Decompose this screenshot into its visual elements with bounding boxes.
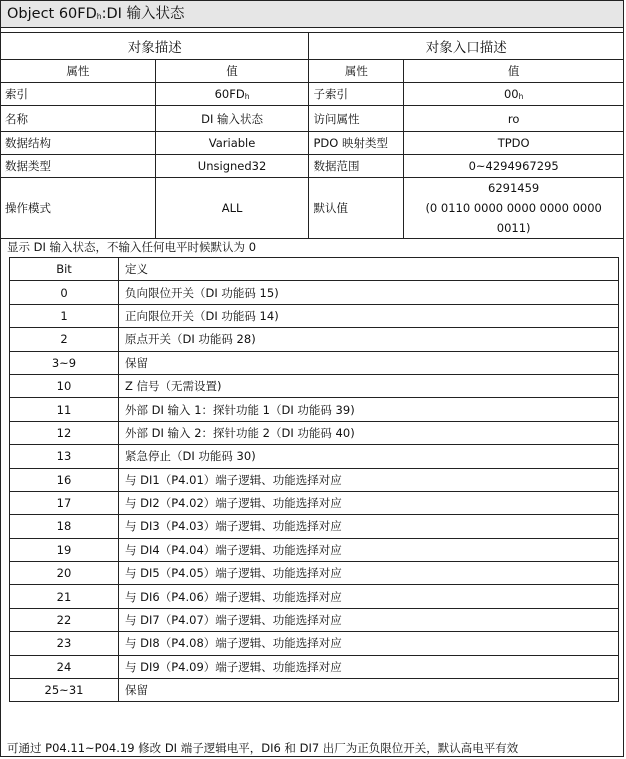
- bit-cell: 3~9: [10, 351, 119, 374]
- table-row: [10, 468, 619, 491]
- bit-cell: 18: [10, 515, 119, 538]
- definition-cell: 与 DI3（P4.03）端子逻辑、功能选择对应: [119, 515, 619, 538]
- bit-cell: 0: [10, 281, 119, 304]
- value-cell: DI 输入状态: [155, 106, 309, 132]
- bit-cell: 20: [10, 562, 119, 585]
- bit-cell: 22: [10, 608, 119, 631]
- attr-cell: 子索引: [309, 83, 404, 106]
- definition-cell: 外部 DI 输入 1：探针功能 1（DI 功能码 39): [119, 398, 619, 421]
- attr-header: 属性: [309, 60, 404, 83]
- table-row: [10, 398, 619, 421]
- attr-cell: 名称: [1, 106, 156, 132]
- bit-cell: 11: [10, 398, 119, 421]
- bit-cell: 24: [10, 655, 119, 678]
- definition-cell: 原点开关（DI 功能码 28): [119, 328, 619, 351]
- attr-cell: PDO 映射类型: [309, 132, 404, 155]
- bit-header: Bit: [10, 258, 119, 281]
- table-row: [10, 374, 619, 397]
- definition-cell: 保留: [119, 679, 619, 702]
- definition-cell: 与 DI4（P4.04）端子逻辑、功能选择对应: [119, 538, 619, 561]
- attr-cell: 数据范围: [309, 155, 404, 178]
- definition-cell: 与 DI1（P4.01）端子逻辑、功能选择对应: [119, 468, 619, 491]
- table-row: [10, 421, 619, 444]
- table-row: [10, 632, 619, 655]
- definition-cell: 与 DI2（P4.02）端子逻辑、功能选择对应: [119, 491, 619, 514]
- table-row: [1, 132, 624, 155]
- table-row: [10, 655, 619, 678]
- definition-cell: 负向限位开关（DI 功能码 15): [119, 281, 619, 304]
- attr-cell: 索引: [1, 83, 156, 106]
- bit-table-header: [10, 258, 619, 281]
- value-cell: Unsigned32: [155, 155, 309, 178]
- column-header-row: [1, 60, 624, 83]
- definition-cell: 与 DI5（P4.05）端子逻辑、功能选择对应: [119, 562, 619, 585]
- definition-cell: 与 DI6（P4.06）端子逻辑、功能选择对应: [119, 585, 619, 608]
- attr-header: 属性: [1, 60, 156, 83]
- section-header-row: [1, 33, 624, 60]
- definition-cell: 紧急停止（DI 功能码 30): [119, 445, 619, 468]
- table-row: [10, 304, 619, 327]
- definition-cell: 保留: [119, 351, 619, 374]
- footer-note: 可通过 P04.11~P04.19 修改 DI 端子逻辑电平，DI6 和 DI7 出厂为正负限位开关，默认高电平有效: [7, 741, 519, 755]
- value-header: 值: [155, 60, 309, 83]
- bit-cell: 17: [10, 491, 119, 514]
- table-row: [1, 155, 624, 178]
- object-attributes-table: [0, 32, 624, 239]
- bit-cell: 25~31: [10, 679, 119, 702]
- table-row: [10, 281, 619, 304]
- bit-cell: 16: [10, 468, 119, 491]
- attr-cell: 操作模式: [1, 178, 156, 239]
- object-description-header: 对象描述: [1, 33, 309, 60]
- attr-cell: 数据结构: [1, 132, 156, 155]
- table-row: [1, 106, 624, 132]
- value-cell: ALL: [155, 178, 309, 239]
- bit-cell: 12: [10, 421, 119, 444]
- bit-cell: 1: [10, 304, 119, 327]
- value-cell: ro: [404, 106, 624, 132]
- table-row: [1, 178, 624, 239]
- object-entry-description-header: 对象入口描述: [309, 33, 624, 60]
- bit-cell: 13: [10, 445, 119, 468]
- table-row: [10, 351, 619, 374]
- table-row: [10, 538, 619, 561]
- table-row: [10, 562, 619, 585]
- attr-cell: 默认值: [309, 178, 404, 239]
- definition-cell: 正向限位开关（DI 功能码 14): [119, 304, 619, 327]
- table-row: [10, 491, 619, 514]
- value-cell: 6291459 (0 0110 0000 0000 0000 0000 0011): [404, 178, 624, 239]
- definition-header: 定义: [119, 258, 619, 281]
- value-header: 值: [404, 60, 624, 83]
- table-row: [10, 328, 619, 351]
- attr-cell: 访问属性: [309, 106, 404, 132]
- bit-cell: 2: [10, 328, 119, 351]
- value-cell: $00_h$: [404, 83, 624, 106]
- table-row: [1, 83, 624, 106]
- value-cell: $60FD_h$: [155, 83, 309, 106]
- value-cell: Variable: [155, 132, 309, 155]
- table-row: [10, 679, 619, 702]
- definition-cell: Z 信号（无需设置): [119, 374, 619, 397]
- bit-cell: 10: [10, 374, 119, 397]
- table-row: [10, 515, 619, 538]
- table-row: [10, 445, 619, 468]
- object-title: Object $60FD_h:DI$ 输入状态: [1, 1, 623, 28]
- bit-cell: 21: [10, 585, 119, 608]
- table-row: [10, 585, 619, 608]
- definition-cell: 外部 DI 输入 2：探针功能 2（DI 功能码 40): [119, 421, 619, 444]
- description-text: 显示 DI 输入状态，不输入任何电平时候默认为 0: [7, 240, 257, 254]
- definition-cell: 与 DI7（P4.07）端子逻辑、功能选择对应: [119, 608, 619, 631]
- definition-cell: 与 DI9（P4.09）端子逻辑、功能选择对应: [119, 655, 619, 678]
- definition-cell: 与 DI8（P4.08）端子逻辑、功能选择对应: [119, 632, 619, 655]
- table-row: [10, 608, 619, 631]
- bit-cell: 19: [10, 538, 119, 561]
- value-cell: 0~4294967295: [404, 155, 624, 178]
- bit-definition-table: [9, 257, 619, 702]
- value-cell: TPDO: [404, 132, 624, 155]
- bit-cell: 23: [10, 632, 119, 655]
- attr-cell: 数据类型: [1, 155, 156, 178]
